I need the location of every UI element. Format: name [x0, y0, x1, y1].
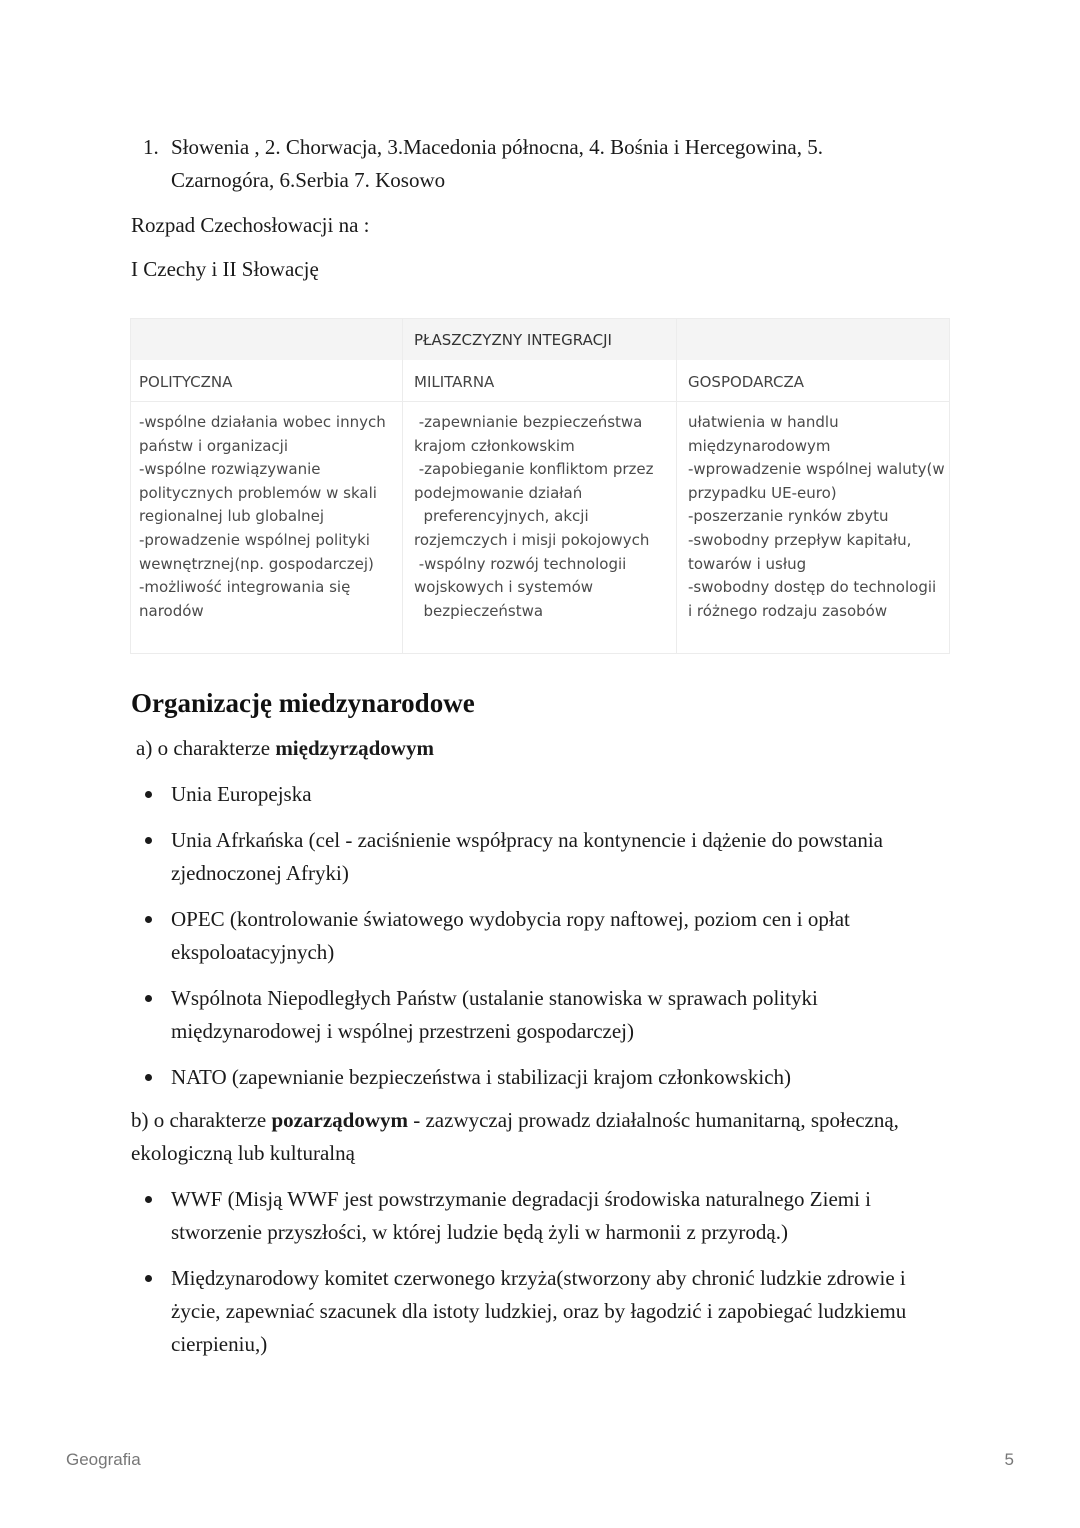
column-divider: [676, 319, 677, 653]
section-b-prefix: b) o charakterze: [131, 1108, 272, 1132]
list-item-text: WWF (Misją WWF jest powstrzymanie degradacji środowiska naturalnego Ziemi i stworzenie przyszłości, w której ludzie będą żyli w harmonii z przyrodą.): [171, 1187, 872, 1244]
table-cell-line: -swobodny przepływ kapitału,: [688, 530, 912, 549]
table-cell-line: -wprowadzenie wspólnej waluty(w: [688, 460, 945, 479]
bullet-icon: [145, 995, 152, 1002]
table-cell-line: -poszerzanie rynków zbytu: [688, 507, 889, 526]
list-item: [131, 903, 941, 969]
table-cell-line: -zapewnianie bezpieczeństwa: [414, 413, 643, 431]
table-cell-gospodarcza: [688, 411, 946, 623]
list-item-text: Wspólnota Niepodległych Państw (ustalanie stanowiska w sprawach polityki międzynarodowej i wspólnej przestrzeni gospodarczej): [171, 986, 818, 1043]
column-header-gospodarcza: GOSPODARCZA: [688, 373, 805, 391]
rozpad-value: I Czechy i II Słowację: [131, 257, 319, 281]
table-cell-line: ułatwienia w handlu: [688, 413, 839, 431]
table-cell-line: podejmowanie działań: [414, 483, 583, 502]
bullet-icon: [145, 791, 152, 798]
list-item: [131, 778, 941, 811]
list-item-text: Międzynarodowy komitet czerwonego krzyża(stworzony aby chronić ludzkie zdrowie i życie, zapewniać szacunek dla istoty ludzkiej, oraz by łagodzić i zapobiegać ludzkiemu cierpieniu,): [171, 1266, 907, 1356]
table-cell-line: -wspólne działania wobec innych: [139, 413, 386, 431]
integration-table: [130, 318, 950, 654]
table-cell-line: -zapobieganie konfliktom przez: [414, 460, 654, 479]
list-item-text: Unia Europejska: [171, 782, 312, 806]
table-cell-line: -wspólny rozwój technologii: [414, 554, 627, 573]
section-a-bold: międzyrządowym: [275, 736, 434, 760]
table-cell-line: -prowadzenie wspólnej polityki: [139, 530, 370, 549]
table-cell-polityczna: [139, 411, 399, 623]
list-item: [131, 824, 941, 890]
table-cell-line: państw i organizacji: [139, 436, 289, 455]
column-header-militarna: MILITARNA: [414, 373, 495, 391]
table-header: [131, 319, 949, 360]
nongovernmental-list: [131, 1183, 941, 1374]
footer-page-number: 5: [1004, 1450, 1014, 1469]
list-item-text: OPEC (kontrolowanie światowego wydobycia ropy naftowej, poziom cen i opłat ekspoloatacyjnych): [171, 907, 850, 964]
country-list: [131, 131, 931, 197]
section-b-bold: pozarządowym: [271, 1108, 408, 1132]
table-cell-militarna: [414, 411, 672, 623]
table-cell-line: -swobodny dostęp do technologii: [688, 578, 937, 597]
list-item: [131, 1061, 941, 1094]
list-number: 1.: [143, 135, 159, 159]
table-cell-line: wewnętrznej(np. gospodarczej): [139, 554, 374, 573]
table-cell-line: preferencyjnych, akcji: [414, 507, 589, 526]
bullet-icon: [145, 1275, 152, 1282]
bullet-icon: [145, 837, 152, 844]
list-item-text: NATO (zapewnianie bezpieczeństwa i stabilizacji krajom członkowskich): [171, 1065, 792, 1089]
list-item: [131, 982, 941, 1048]
bullet-icon: [145, 916, 152, 923]
section-heading: Organizację miedzynarodowe: [131, 688, 475, 718]
table-cell-line: rozjemczych i misji pokojowych: [414, 530, 650, 549]
table-cell-line: regionalnej lub globalnej: [139, 507, 325, 526]
table-cell-line: -możliwość integrowania się: [139, 578, 351, 597]
column-divider: [402, 319, 403, 653]
section-b-intro: [131, 1104, 941, 1170]
list-item: [131, 1262, 941, 1361]
table-cell-line: bezpieczeństwa: [414, 601, 544, 620]
section-b-suffix: - zazwyczaj prowadz działalnośc humanitarną, społeczną, ekologiczną lub kulturalną: [131, 1108, 899, 1165]
table-cell-line: towarów i usług: [688, 554, 807, 573]
section-a-intro: [136, 732, 946, 765]
table-cell-line: politycznych problemów w skali: [139, 483, 377, 502]
section-a-prefix: a) o charakterze: [136, 736, 276, 760]
list-item: [131, 131, 931, 197]
column-header-polityczna: POLITYCZNA: [139, 373, 233, 391]
table-cell-line: przypadku UE-euro): [688, 483, 837, 502]
rozpad-label: Rozpad Czechosłowacji na :: [131, 213, 370, 237]
list-item-text: Słowenia , 2. Chorwacja, 3.Macedonia północna, 4. Bośnia i Hercegowina, 5. Czarnogóra, 6.Serbia 7. Kosowo: [171, 135, 823, 192]
bullet-icon: [145, 1196, 152, 1203]
table-cell-line: -wspólne rozwiązywanie: [139, 460, 321, 479]
list-item-text: Unia Afrkańska (cel - zaciśnienie współpracy na kontynencie i dążenie do powstania zjednoczonej Afryki): [171, 828, 883, 885]
table-cell-line: narodów: [139, 601, 204, 620]
table-cell-line: międzynarodowym: [688, 436, 831, 455]
table-column-headers: [131, 360, 949, 402]
table-cell-line: i różnego rodzaju zasobów: [688, 601, 888, 620]
table-cell-line: wojskowych i systemów: [414, 578, 594, 597]
footer-subject: Geografia: [66, 1450, 141, 1469]
table-cell-line: krajom członkowskim: [414, 436, 575, 455]
intergovernmental-list: [131, 778, 941, 1107]
bullet-icon: [145, 1074, 152, 1081]
table-title: PŁASZCZYZNY INTEGRACJI: [414, 331, 612, 349]
list-item: [131, 1183, 941, 1249]
